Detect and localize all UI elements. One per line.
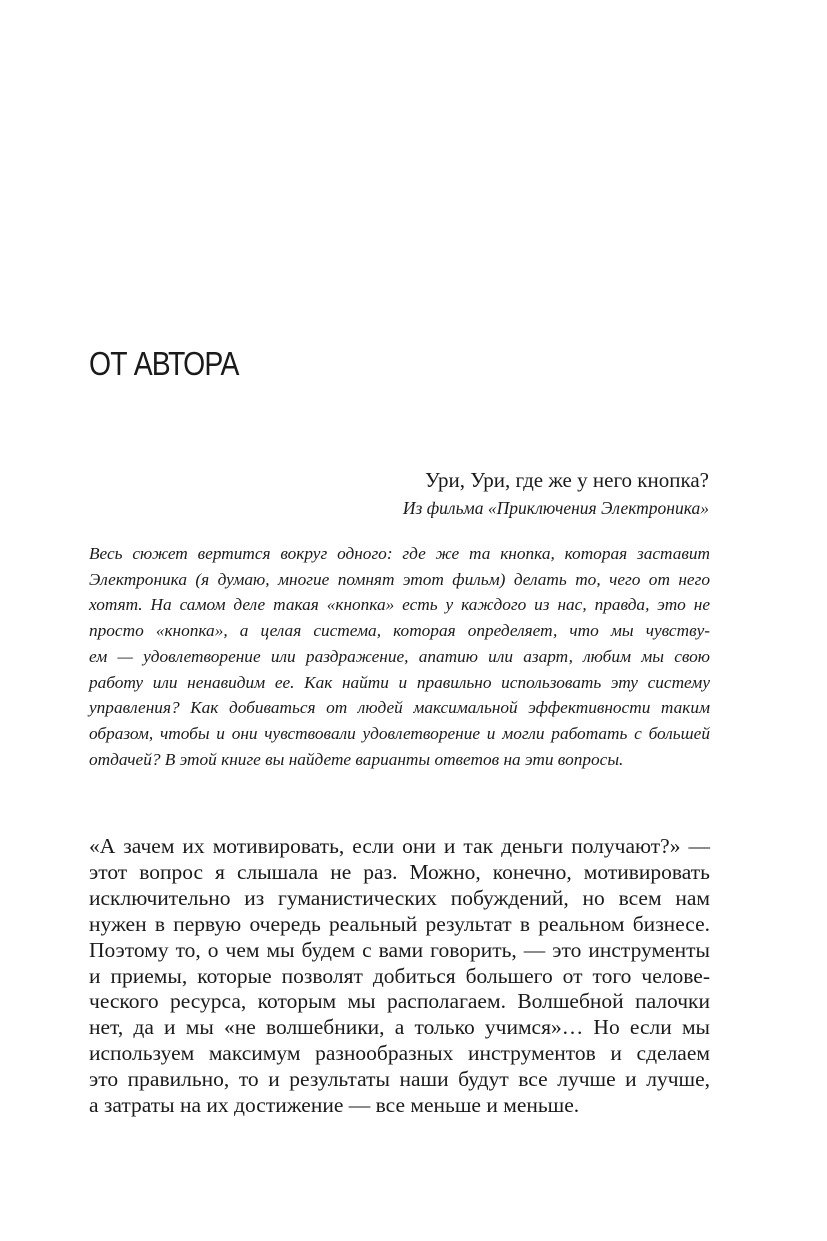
- abstract-line: Электроника (я думаю, многие помнят этот фильм) делать то, чего от него: [89, 569, 710, 589]
- body-line: это правильно, то и результаты наши будут все лучше и лучше,: [89, 1067, 710, 1092]
- body-line: исключительно из гуманистических побуждений, но всем нам: [89, 885, 710, 910]
- abstract-line: Весь сюжет вертится вокруг одного: где же та кнопка, которая заставит: [89, 544, 710, 563]
- body-line: и приемы, которые позволят добиться большего от того челове-: [89, 963, 710, 988]
- body-paragraph: [89, 834, 710, 1119]
- body-line: нужен в первую очередь реальный результат в реальном бизнесе.: [89, 911, 710, 936]
- body-line: этот вопрос я слышала не раз. Можно, конечно, мотивировать: [89, 859, 710, 884]
- body-line: используем максимум разнообразных инструментов и сделаем: [89, 1041, 710, 1066]
- abstract-line: образом, чтобы и они чувствовали удовлетворение и могли работать с большей: [89, 723, 710, 743]
- abstract-line: ем — удовлетворение или раздражение, апатию или азарт, любим мы свою: [89, 646, 710, 666]
- epigraph-source: Из фильма «Приключения Электроника»: [402, 498, 709, 518]
- chapter-abstract: [89, 541, 710, 772]
- body-line: ческого ресурса, которым мы располагаем. Волшебной палочки: [89, 989, 710, 1014]
- abstract-line: хотят. На самом деле такая «кнопка» есть у каждого из нас, правда, это не: [89, 595, 710, 615]
- body-line: нет, да и мы «не волшебники, а только учимся»… Но если мы: [89, 1015, 710, 1040]
- abstract-line: работу или ненавидим ее. Как найти и правильно использовать эту систему: [89, 672, 710, 692]
- body-line: Поэтому то, о чем мы будем с вами говорить, — это инструменты: [89, 937, 710, 962]
- body-line: «А зачем их мотивировать, если они и так деньги получают?» —: [89, 834, 710, 858]
- abstract-line: управления? Как добиваться от людей максимальной эффективности таким: [89, 698, 710, 718]
- abstract-line: отдачей? В этой книге вы найдете варианты ответов на эти вопросы.: [89, 749, 624, 769]
- abstract-line: просто «кнопка», а целая система, которая определяет, что мы чувству-: [89, 621, 710, 641]
- chapter-heading: ОТ АВТОРА: [89, 345, 239, 382]
- body-line: а затраты на их достижение — все меньше и меньше.: [89, 1093, 580, 1118]
- epigraph-quote: Ури, Ури, где же у него кнопка?: [424, 468, 709, 492]
- epigraph: [403, 466, 709, 521]
